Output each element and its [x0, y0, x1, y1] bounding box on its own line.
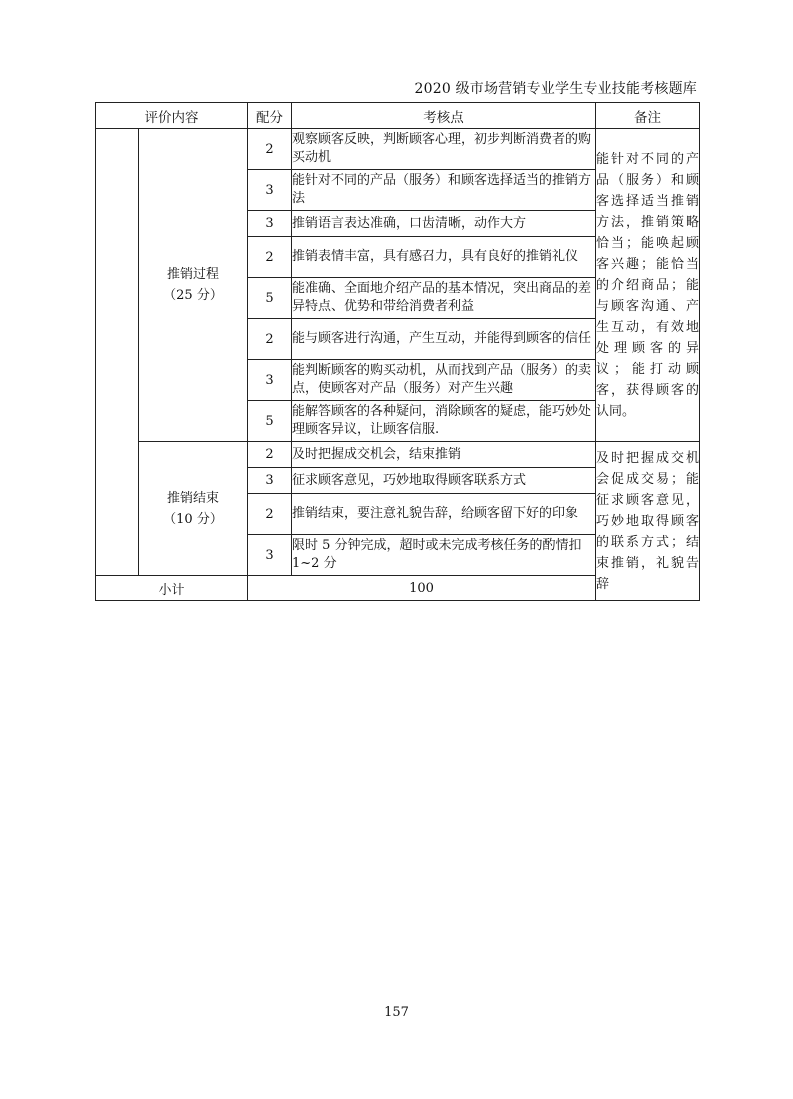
row-point: 推销表情丰富，具有感召力，具有良好的推销礼仪 — [292, 237, 596, 278]
row-point: 征求顾客意见，巧妙地取得顾客联系方式 — [292, 468, 596, 494]
section-score: （25 分） — [163, 288, 223, 303]
row-point: 推销语言表达准确，口齿清晰，动作大方 — [292, 211, 596, 237]
section-score: （10 分） — [163, 511, 223, 527]
section-label-closing — [139, 442, 248, 576]
row-score: 2 — [248, 237, 292, 278]
row-point: 限时 5 分钟完成，超时或未完成考核任务的酌情扣 1~2 分 — [292, 535, 596, 576]
row-score: 2 — [248, 129, 292, 170]
row-score: 3 — [248, 211, 292, 237]
row-score: 3 — [248, 535, 292, 576]
page-number: 157 — [384, 1005, 409, 1020]
row-score: 3 — [248, 360, 292, 401]
subtotal-value: 100 — [248, 576, 596, 601]
note-closing: 及时把握成交机会促成交易；能征求顾客意见，巧妙地取得顾客的联系方式；结束推销，礼貌告辞 — [596, 442, 700, 601]
table-row — [96, 129, 700, 170]
section-name: 推销结束 — [166, 490, 219, 506]
column-header-content: 评价内容 — [96, 103, 248, 129]
note-process: 能针对不同的产品（服务）和顾客选择适当推销方法，推销策略恰当；能唤起顾客兴趣；能恰当的介绍商品；能与顾客沟通、产生互动，有效地处理顾客的异议；能打动顾客，获得顾客的认同。 — [596, 129, 700, 442]
row-score: 3 — [248, 468, 292, 494]
document-header: 2020 级市场营销专业学生专业技能考核题库 — [414, 81, 697, 97]
row-score: 5 — [248, 401, 292, 442]
table-header-row — [96, 103, 700, 129]
row-score: 5 — [248, 278, 292, 319]
row-score: 2 — [248, 494, 292, 535]
column-header-score: 配分 — [248, 103, 292, 129]
column-header-note: 备注 — [596, 103, 700, 129]
row-point: 能解答顾客的各种疑问，消除顾客的疑虑，能巧妙处理顾客异议，让顾客信服. — [292, 401, 596, 442]
row-score: 3 — [248, 170, 292, 211]
row-point: 推销结束，要注意礼貌告辞，给顾客留下好的印象 — [292, 494, 596, 535]
section-name: 推销过程 — [166, 267, 219, 282]
row-point: 及时把握成交机会，结束推销 — [292, 442, 596, 468]
row-point: 能判断顾客的购买动机，从而找到产品（服务）的卖点，使顾客对产品（服务）对产生兴趣 — [292, 360, 596, 401]
row-point: 能与顾客进行沟通，产生互动，并能得到顾客的信任 — [292, 319, 596, 360]
row-point: 能准确、全面地介绍产品的基本情况，突出商品的差异特点、优势和带给消费者利益 — [292, 278, 596, 319]
row-point: 观察顾客反映，判断顾客心理，初步判断消费者的购买动机 — [292, 129, 596, 170]
row-score: 2 — [248, 319, 292, 360]
section-label-process — [139, 129, 248, 442]
assessment-table — [95, 102, 700, 601]
table-row — [96, 442, 700, 468]
row-point: 能针对不同的产品（服务）和顾客选择适当的推销方法 — [292, 170, 596, 211]
column-header-points: 考核点 — [292, 103, 596, 129]
blank-cell — [96, 129, 139, 576]
row-score: 2 — [248, 442, 292, 468]
subtotal-label: 小计 — [96, 576, 248, 601]
